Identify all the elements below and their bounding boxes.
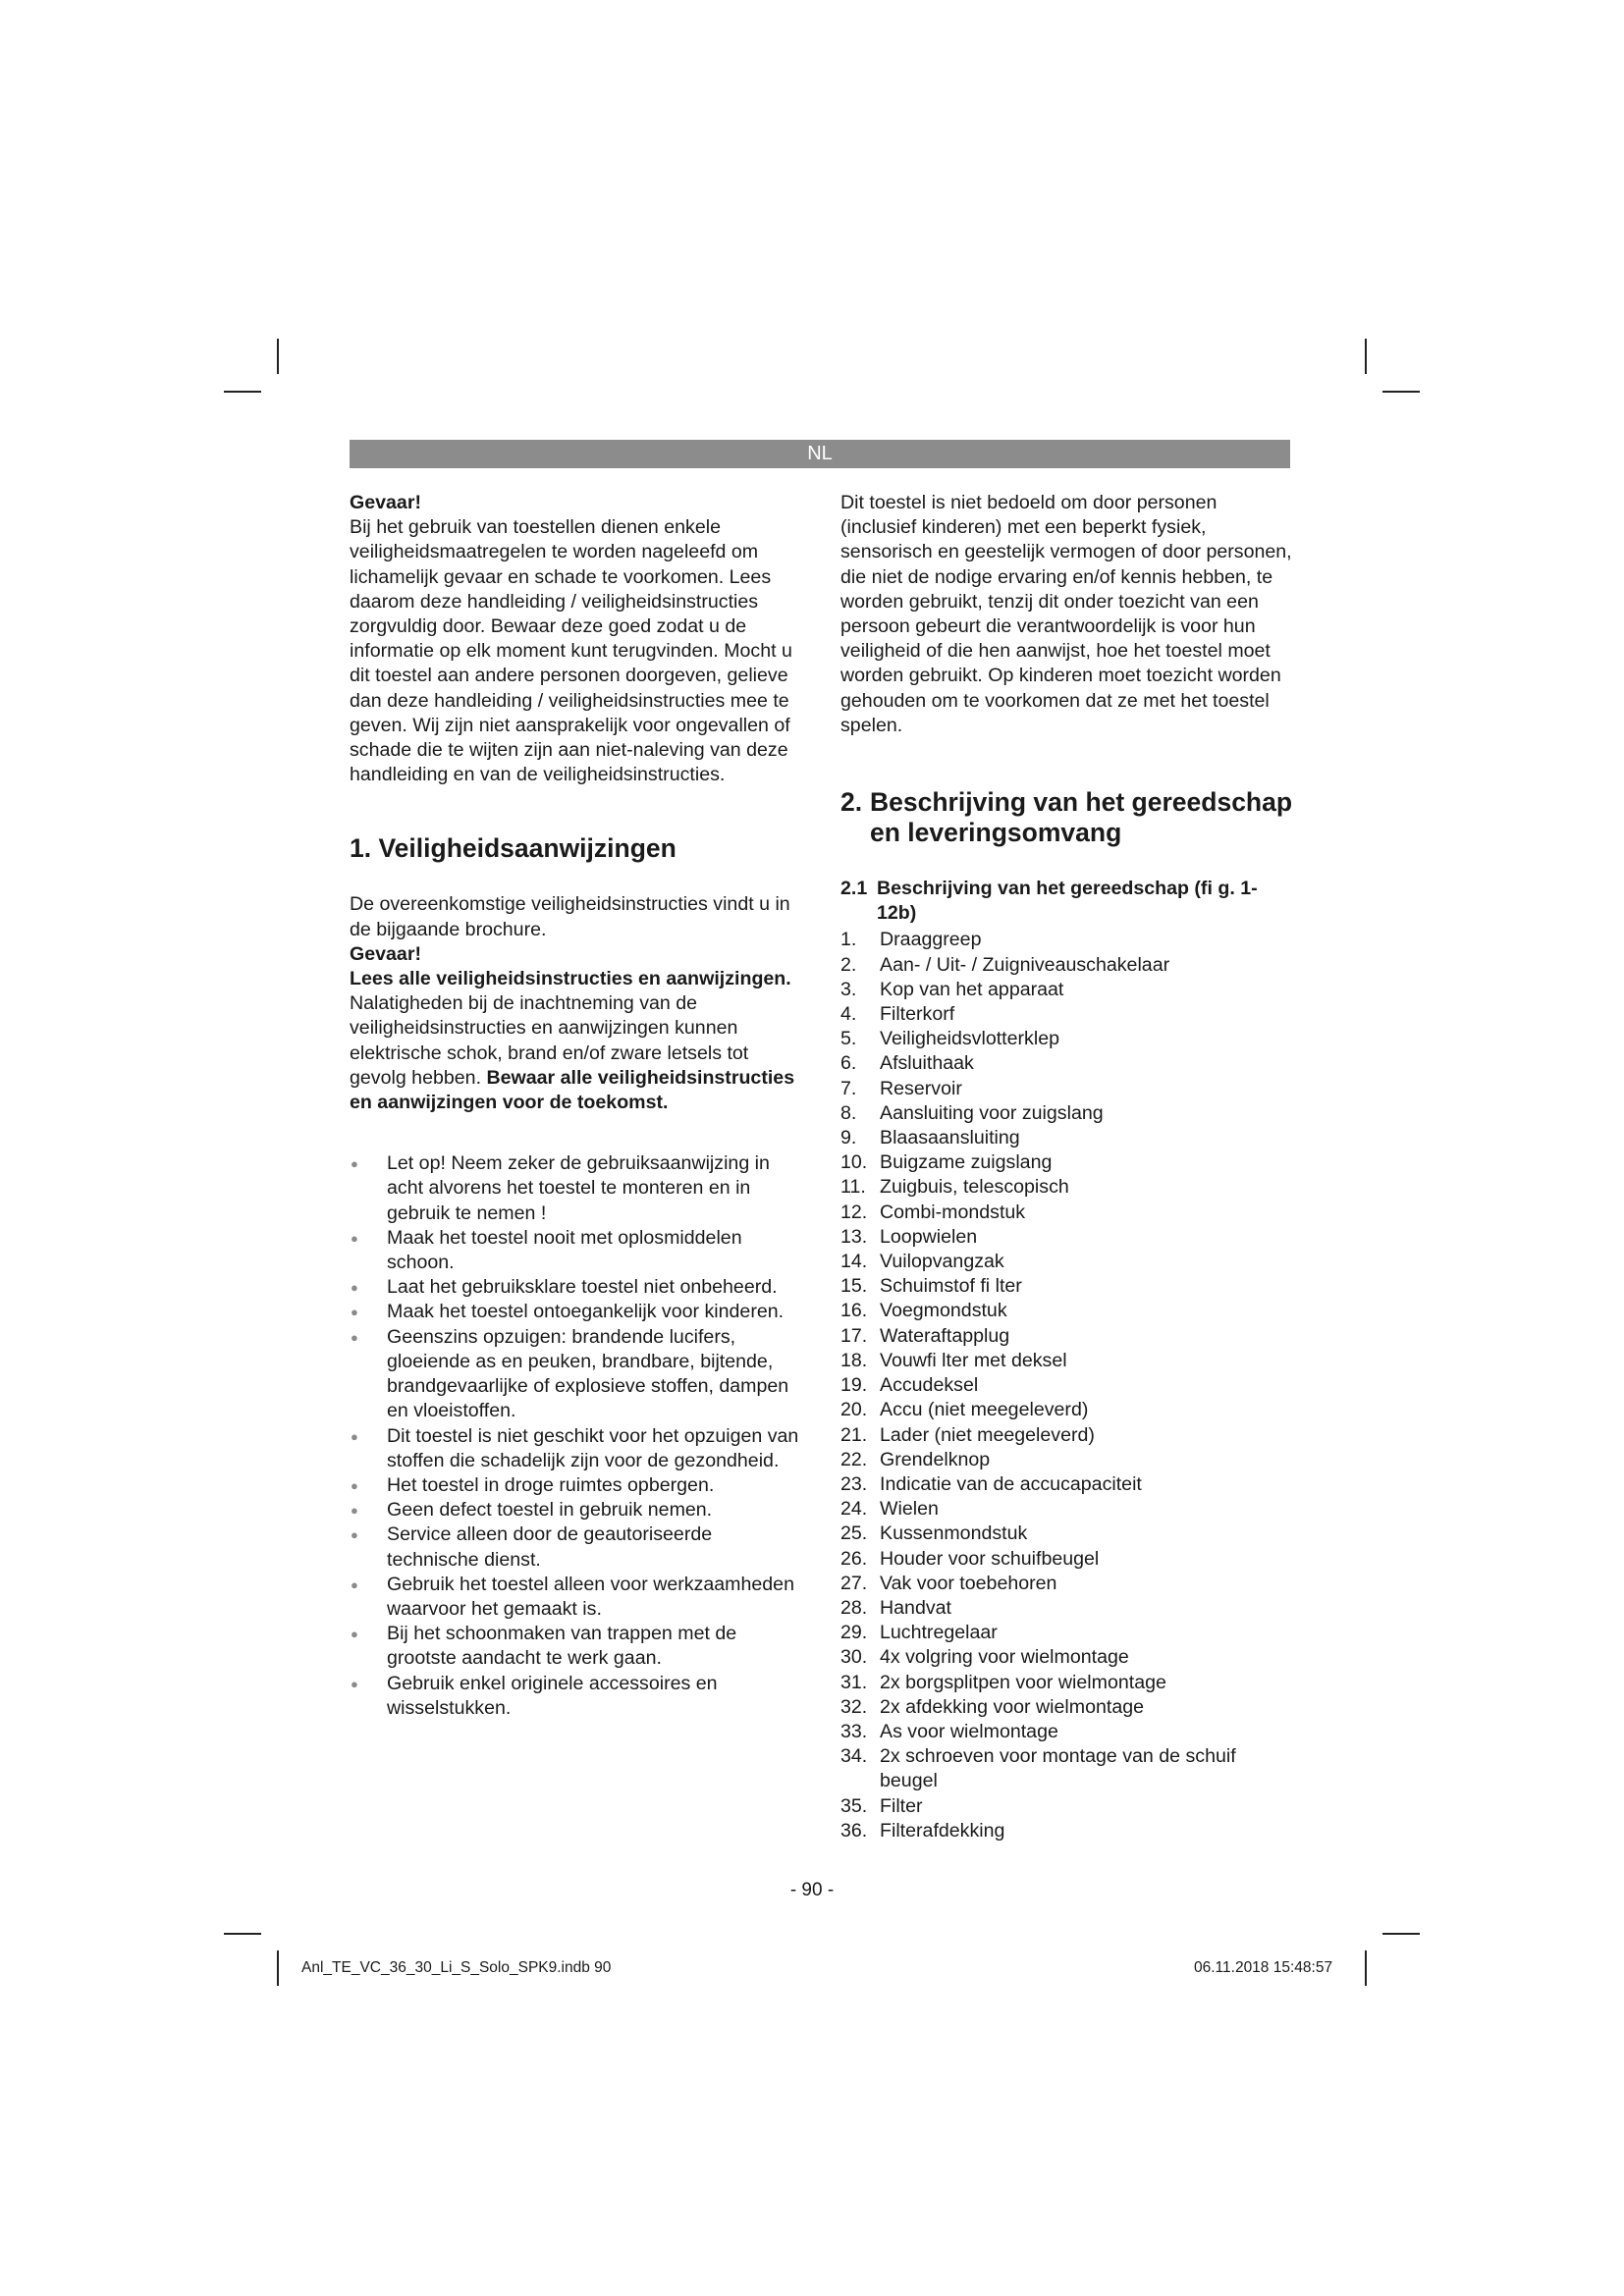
bullet-icon: ● [351, 1576, 358, 1592]
crop-mark-bottom-left-v [277, 1950, 279, 1986]
page-number: - 90 - [789, 1880, 835, 1900]
crop-mark-top-left-h [224, 391, 261, 393]
list-item: 34. 2x schroeven voor montage van de schuif beugel [840, 1745, 1236, 1792]
warning-bold-lead: Lees alle veiligheidsinstructies en aanwijzingen. [350, 968, 791, 990]
list-item: ● Bij het schoonmaken van trappen met de grootste aandacht te werk gaan. [350, 1622, 803, 1671]
subsection-title-text: Beschrijving van het gereedschap (fi g. 1-12b) [877, 878, 1258, 925]
safety-bullet-list [350, 1151, 803, 1721]
list-item: 5. Veiligheidsvlotterklep [840, 1028, 1059, 1050]
warning-heading: Gevaar! [350, 942, 421, 965]
crop-mark-top-left-v [277, 339, 279, 374]
list-item: 4. Filterkorf [840, 1003, 955, 1026]
section-1-paragraph: De overeenkomstige veiligheidsinstructies vindt u in de bijgaande brochure. [350, 893, 790, 940]
list-item: 2. Aan- / Uit- / Zuigniveauschakelaar [840, 953, 1170, 976]
list-item: ● Geen defect toestel in gebruik nemen. [350, 1498, 803, 1522]
left-column [350, 491, 803, 1721]
list-item: 17. Wateraftapplug [840, 1324, 1010, 1347]
bullet-icon: ● [351, 1503, 358, 1519]
list-item: 12. Combi-mondstuk [840, 1201, 1026, 1223]
list-item: 9. Blaasaansluiting [840, 1127, 1020, 1149]
list-item: ● Laat het gebruiksklare toestel niet onbeheerd. [350, 1275, 803, 1300]
section-1-title: 1. Veiligheidsaanwijzingen [350, 833, 677, 864]
warning-paragraph [350, 967, 803, 1115]
bullet-icon: ● [351, 1428, 358, 1444]
list-item: ● Het toestel in droge ruimtes opbergen. [350, 1473, 803, 1498]
crop-mark-bottom-right-v [1365, 1950, 1367, 1986]
list-item: 27. Vak voor toebehoren [840, 1572, 1057, 1594]
list-item: 30. 4x volgring voor wielmontage [840, 1646, 1129, 1669]
bullet-icon: ● [351, 1305, 358, 1320]
list-item: 1. Draaggreep [840, 929, 982, 951]
language-label: NL [807, 443, 833, 464]
intro-heading: Gevaar! [350, 492, 421, 513]
list-item: 18. Vouwfi lter met deksel [840, 1349, 1067, 1371]
language-header-bar [350, 440, 1290, 468]
list-item: 7. Reservoir [840, 1077, 962, 1099]
list-item: ● Geenszins opzuigen: brandende lucifers, gloeiende as en peuken, brandbare, bijtende, brandgevaarlijke of explosieve stoffen, dampen en vloeistoffen. [350, 1325, 803, 1424]
list-item: 35. Filter [840, 1794, 923, 1817]
bullet-icon: ● [351, 1477, 358, 1493]
list-item: 6. Afsluithaak [840, 1052, 974, 1075]
list-item: 19. Accudeksel [840, 1374, 979, 1397]
crop-mark-bottom-left-h [224, 1933, 261, 1935]
crop-mark-bottom-right-h [1382, 1933, 1420, 1935]
warning-bold-tail: Bewaar alle veiligheidsinstructies en aanwijzingen voor de toekomst. [350, 1066, 795, 1114]
bullet-icon: ● [351, 1676, 358, 1691]
list-item: 32. 2x afdekking voor wielmontage [840, 1695, 1145, 1718]
subsection-number: 2.1 [840, 878, 868, 900]
crop-mark-top-right-h [1382, 391, 1420, 393]
list-item: 28. Handvat [840, 1596, 951, 1619]
parts-list [840, 928, 1294, 1843]
list-item: ● Maak het toestel ontoegankelijk voor kinderen. [350, 1300, 803, 1324]
intro-paragraph: Bij het gebruik van toestellen dienen enkele veiligheidsmaatregelen te worden nageleefd om lichamelijk gevaar en schade te voorkomen. Lees daarom deze handleiding / veiligheidsinstructies zorgvuldig door. Bewaar deze goed zodat u de informatie op elk moment kunt terugvinden. Mocht u dit toestel aan andere personen doorgeven, gelieve dan deze handleiding / veiligheidsinstructies mee te geven. Wij zijn niet aansprakelijk voor ongevallen of schade die te wijten zijn aan niet-naleving van deze handleiding en van de veiligheidsinstructies. [350, 516, 792, 786]
list-item: ● Let op! Neem zeker de gebruiksaanwijzing in acht alvorens het toestel te monteren en in gebruik te nemen ! [350, 1151, 803, 1226]
list-item: 23. Indicatie van de accucapaciteit [840, 1472, 1142, 1495]
section-2-title [840, 787, 1294, 848]
section-2-number: 2. [840, 787, 863, 818]
list-item: ● Maak het toestel nooit met oplosmiddelen schoon. [350, 1226, 803, 1275]
list-item: 33. As voor wielmontage [840, 1720, 1058, 1742]
list-item: ● Gebruik het toestel alleen voor werkzaamheden waarvoor het gemaakt is. [350, 1573, 803, 1622]
list-item: 3. Kop van het apparaat [840, 978, 1064, 1000]
list-item: 22. Grendelknop [840, 1448, 991, 1470]
usage-restriction-paragraph: Dit toestel is niet bedoeld om door personen (inclusief kinderen) met een beperkt fysiek, sensorisch en geestelijk vermogen of door personen, die niet de nodige ervaring en/of kennis hebben, te worden gebruikt, tenzij dit onder toezicht van een persoon gebeurt die verantwoordelijk is voor hun veiligheid of die hen aanwijst, hoe het toestel moet worden gebruikt. Op kinderen moet toezicht worden gehouden om te voorkomen dat ze met het toestel spelen. [840, 492, 1292, 736]
crop-mark-top-right-v [1365, 339, 1367, 374]
list-item: 14. Vuilopvangzak [840, 1251, 1004, 1273]
warning-body: Nalatigheden bij de inachtneming van de veiligheidsinstructies en aanwijzingen kunnen elektrische schok, brand en/of zware letsels tot gevolg hebben. [350, 992, 749, 1089]
list-item: 36. Filterafdekking [840, 1819, 1005, 1842]
right-column [840, 491, 1294, 1843]
bullet-icon: ● [351, 1230, 358, 1246]
list-item: 13. Loopwielen [840, 1225, 978, 1248]
list-item: 26. Houder voor schuifbeugel [840, 1547, 1100, 1570]
list-item: 20. Accu (niet meegeleverd) [840, 1399, 1089, 1421]
bullet-icon: ● [351, 1280, 358, 1296]
list-item: 31. 2x borgsplitpen voor wielmontage [840, 1671, 1166, 1693]
bullet-icon: ● [351, 1329, 358, 1345]
list-item: 25. Kussenmondstuk [840, 1522, 1028, 1545]
list-item: 24. Wielen [840, 1498, 939, 1521]
list-item: 29. Luchtregelaar [840, 1622, 998, 1644]
subsection-2-1-title [840, 877, 1294, 926]
list-item: 15. Schuimstof fi lter [840, 1275, 1022, 1298]
list-item: ● Service alleen door de geautoriseerde technische dienst. [350, 1522, 803, 1572]
bullet-icon: ● [351, 1156, 358, 1172]
footer-filename: Anl_TE_VC_36_30_Li_S_Solo_SPK9.indb 90 [301, 1959, 612, 1976]
bullet-icon: ● [351, 1527, 358, 1543]
list-item: 21. Lader (niet meegeleverd) [840, 1423, 1095, 1446]
list-item: 10. Buigzame zuigslang [840, 1151, 1053, 1174]
list-item: 8. Aansluiting voor zuigslang [840, 1101, 1104, 1124]
bullet-icon: ● [351, 1627, 358, 1642]
footer-timestamp: 06.11.2018 15:48:57 [1194, 1959, 1333, 1976]
list-item: 16. Voegmondstuk [840, 1300, 1007, 1322]
section-2-title-text: Beschrijving van het gereedschap en leveringsomvang [870, 787, 1293, 848]
list-item: ● Gebruik enkel originele accessoires en wisselstukken. [350, 1672, 803, 1721]
list-item: ● Dit toestel is niet geschikt voor het opzuigen van stoffen die schadelijk zijn voor de gezondheid. [350, 1424, 803, 1473]
list-item: 11. Zuigbuis, telescopisch [840, 1176, 1069, 1199]
